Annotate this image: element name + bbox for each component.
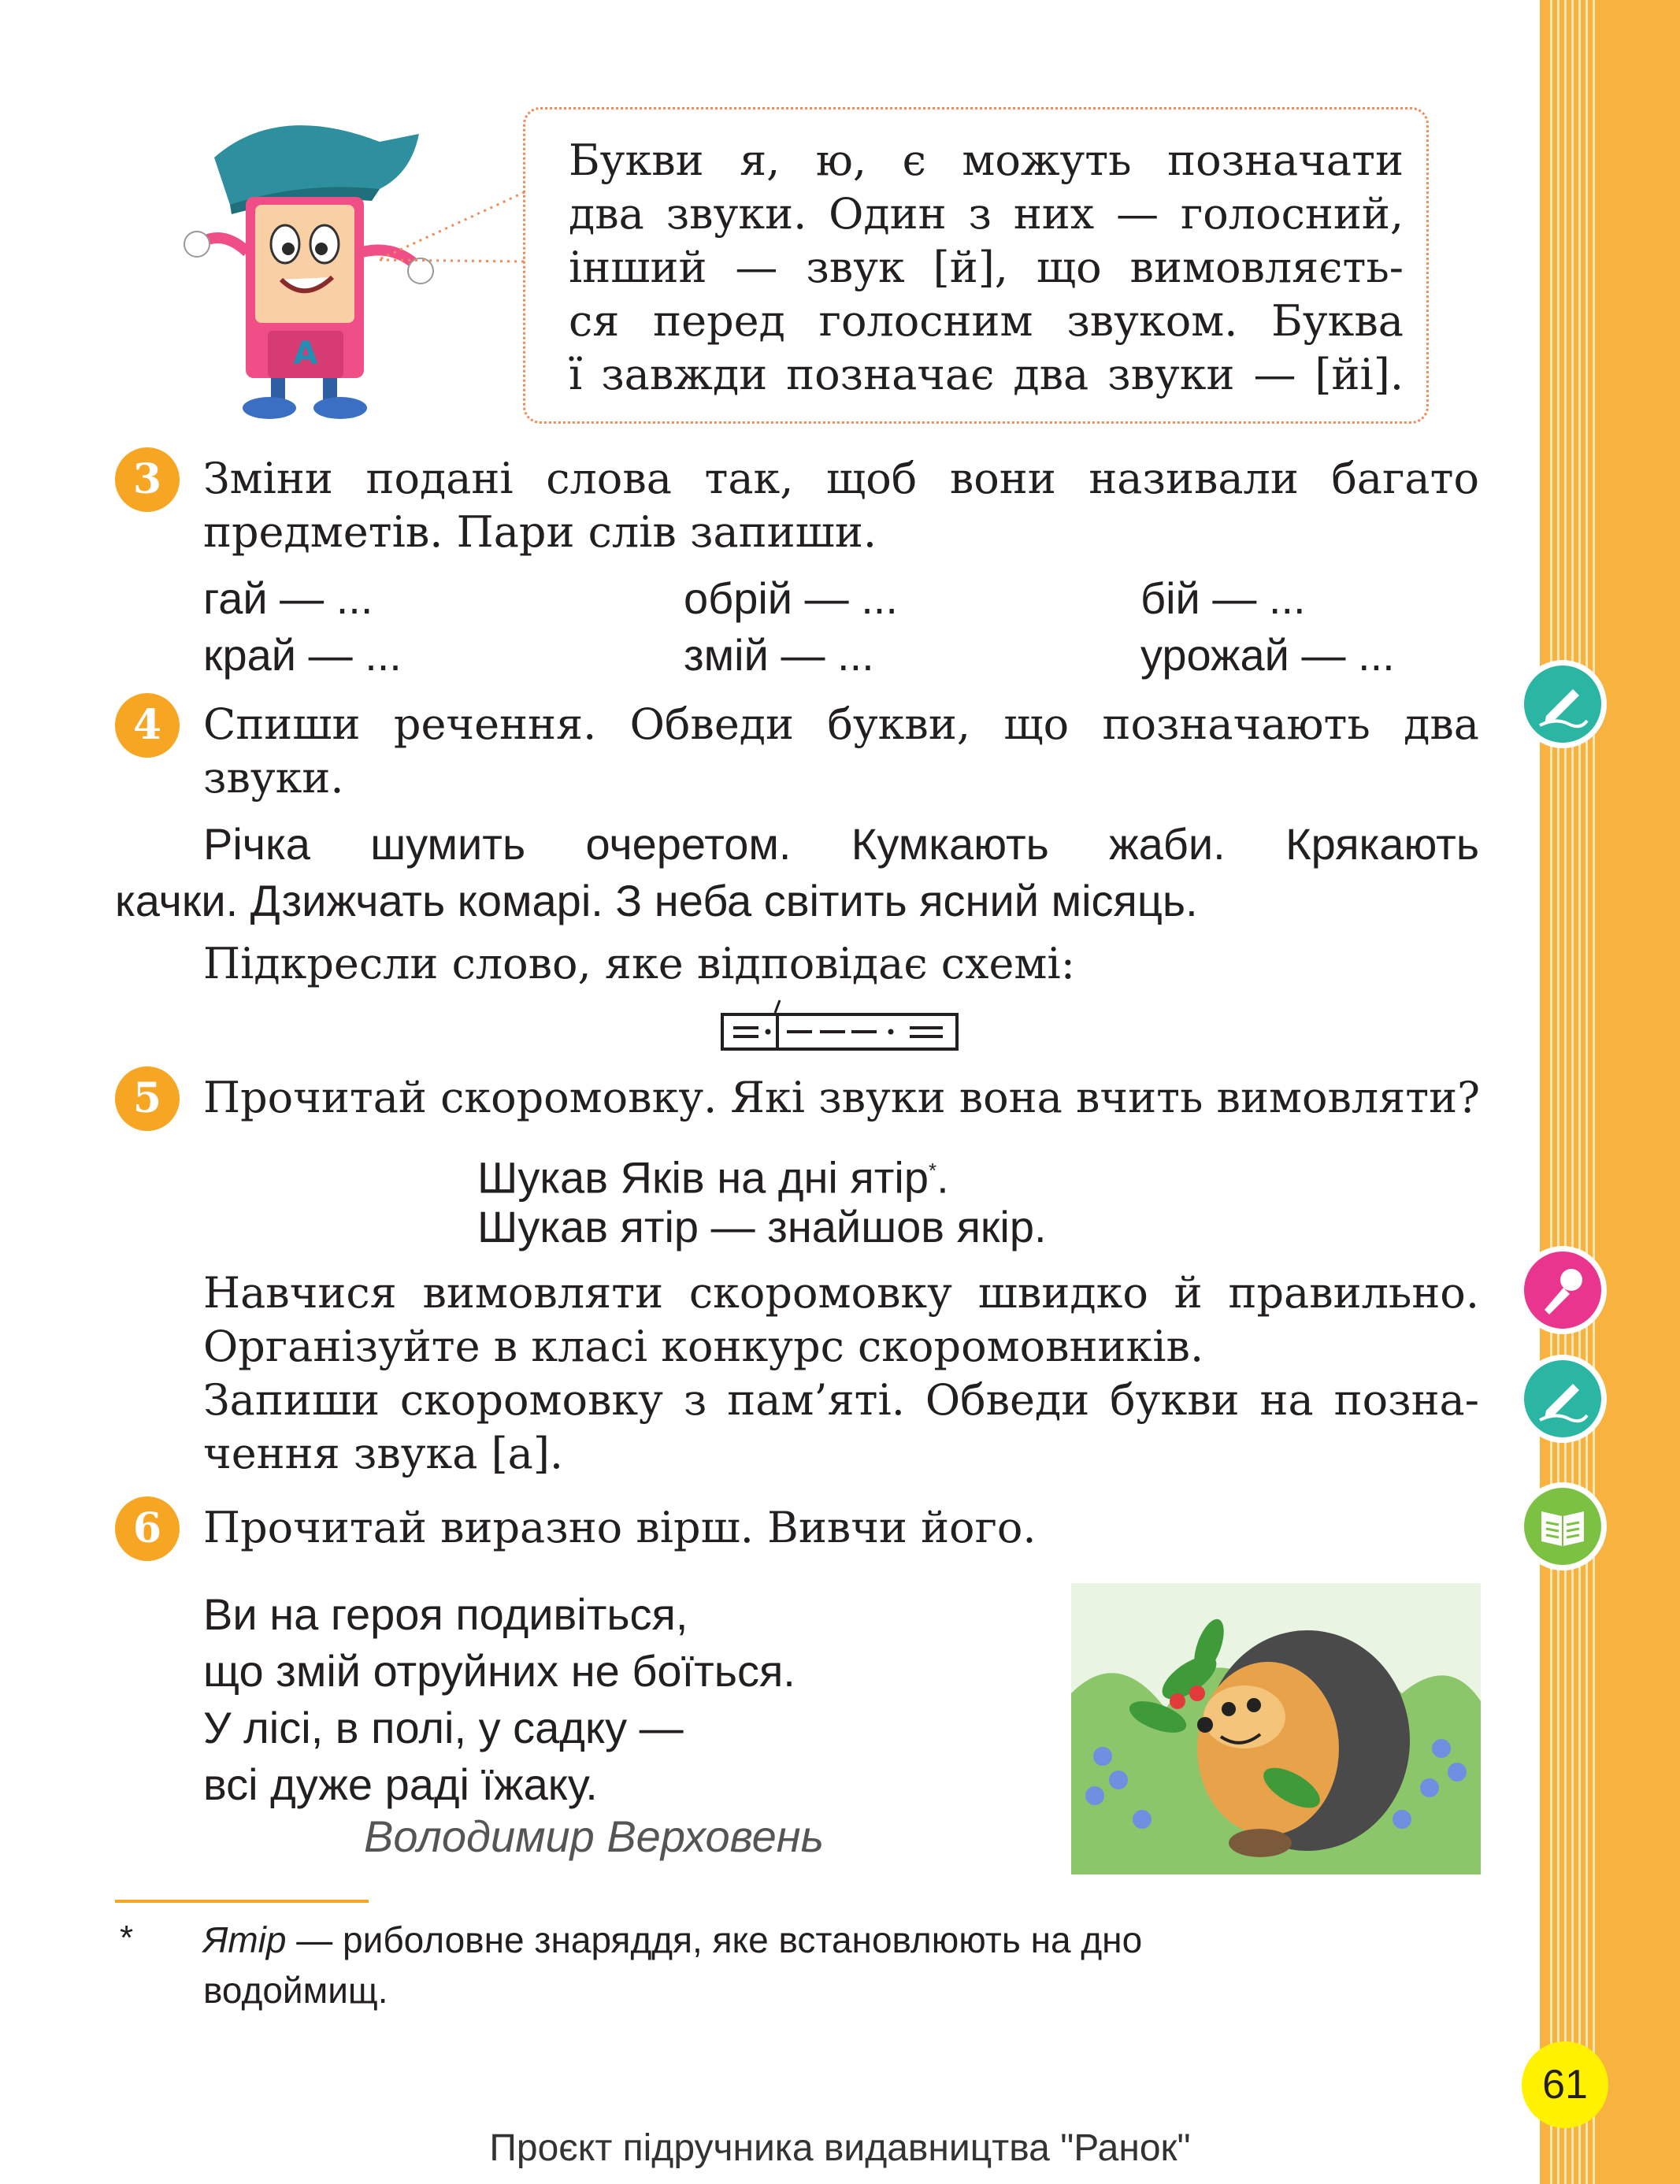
margin-stripes bbox=[1550, 0, 1597, 2184]
word-gai: гай — ... bbox=[203, 573, 373, 623]
footnote-definition: — риболовне знаряддя, яке встановлюють на дно bbox=[286, 1919, 1143, 1960]
publisher-note: Проєкт підручника видавництва "Ранок" bbox=[489, 2127, 1191, 2169]
task4-instruction bbox=[203, 698, 1479, 805]
task-number-6: 6 bbox=[115, 1496, 180, 1561]
task5-text-line1: Навчися вимовляти скоромовку швидко й правильно. bbox=[203, 1268, 1479, 1318]
word-sound-scheme bbox=[721, 1013, 959, 1051]
task5-instruction: Прочитай скоромовку. Які звуки вона вчить вимовляти? bbox=[203, 1073, 1481, 1122]
task-number-3: 3 bbox=[115, 447, 180, 512]
tongue-twister-line1 bbox=[477, 1142, 949, 1207]
task4-text-line2: качки. Дзижчать комарі. З неба світить ясний місяць. bbox=[115, 876, 1198, 925]
task3-instruction-line2: предметів. Пари слів запиши. bbox=[203, 507, 877, 557]
write-icon bbox=[1519, 1355, 1607, 1443]
poem-line: що змій отруйних не боїться. bbox=[203, 1646, 795, 1696]
rule-line: інший — звук [й], що вимовляєть- bbox=[569, 243, 1404, 292]
read-book-icon bbox=[1519, 1482, 1607, 1570]
task5-text-line3: Запиши скоромовку з пам’яті. Обведи букви на позна- bbox=[203, 1375, 1479, 1425]
task4-underline-instruction: Підкресли слово, яке відповідає схемі: bbox=[203, 939, 1075, 988]
footnote-marker: * bbox=[929, 1159, 937, 1182]
word-urozhai: урожай — ... bbox=[1140, 630, 1395, 680]
task5-text-line2: Організуйте в класі конкурс скоромовників. bbox=[203, 1322, 1204, 1371]
word-krai: край — ... bbox=[203, 630, 402, 680]
rule-text bbox=[569, 134, 1404, 402]
task-number-4: 4 bbox=[115, 693, 180, 758]
word-bii: бій — ... bbox=[1140, 573, 1306, 623]
task4-text-line1: Річка шумить очеретом. Кумкають жаби. Крякають bbox=[203, 819, 1479, 869]
poem-line: У лісі, в полі, у садку — bbox=[203, 1703, 684, 1752]
rule-line: Букви я, ю, є можуть позначати bbox=[569, 135, 1404, 185]
bubble-tail bbox=[370, 189, 528, 268]
rule-line: два звуки. Один з них — голосний, bbox=[569, 189, 1404, 239]
poem-author: Володимир Верховень bbox=[364, 1811, 825, 1861]
speak-icon bbox=[1519, 1246, 1607, 1334]
rule-line: ї завжди позначає два звуки — [йі]. bbox=[569, 350, 1404, 399]
hedgehog-illustration bbox=[1071, 1583, 1481, 1874]
task5-text bbox=[203, 1266, 1479, 1481]
task5-text-line4: чення звука [а]. bbox=[203, 1429, 564, 1478]
tongue-twister-period: . bbox=[936, 1152, 949, 1203]
word-zmii: змій — ... bbox=[684, 630, 874, 680]
book-mascot-illustration bbox=[183, 110, 435, 425]
footnote-mark: * bbox=[120, 1919, 134, 1957]
task3-instruction bbox=[203, 452, 1479, 559]
mascot-letter: А bbox=[293, 336, 318, 372]
tongue-twister-line2: Шукав ятір — знайшов якір. bbox=[477, 1202, 1047, 1251]
footnote-term: Ятір bbox=[203, 1919, 287, 1960]
footnote-line2: водоймищ. bbox=[203, 1970, 388, 2011]
footnote-line1 bbox=[203, 1915, 1142, 1964]
poem-line: всі дуже раді їжаку. bbox=[203, 1759, 598, 1809]
page-number: 61 bbox=[1522, 2041, 1608, 2128]
tongue-twister-text: Шукав Яків на дні ятір bbox=[477, 1152, 929, 1203]
word-obrii: обрій — ... bbox=[684, 573, 898, 623]
poem-line: Ви на героя подивіться, bbox=[203, 1589, 688, 1639]
footnote-rule bbox=[115, 1900, 369, 1903]
task4-instruction-line2: звуки. bbox=[203, 753, 344, 803]
task4-instruction-line1: Спиши речення. Обведи букви, що позначають два bbox=[203, 699, 1479, 749]
task6-instruction: Прочитай виразно вірш. Вивчи його. bbox=[203, 1503, 1037, 1552]
task3-instruction-line1: Зміни подані слова так, щоб вони називали багато bbox=[203, 454, 1479, 503]
write-icon bbox=[1519, 660, 1607, 748]
task-number-5: 5 bbox=[115, 1066, 180, 1131]
rule-line: ся перед голосним звуком. Буква bbox=[569, 296, 1404, 346]
stress-mark bbox=[772, 999, 784, 1014]
